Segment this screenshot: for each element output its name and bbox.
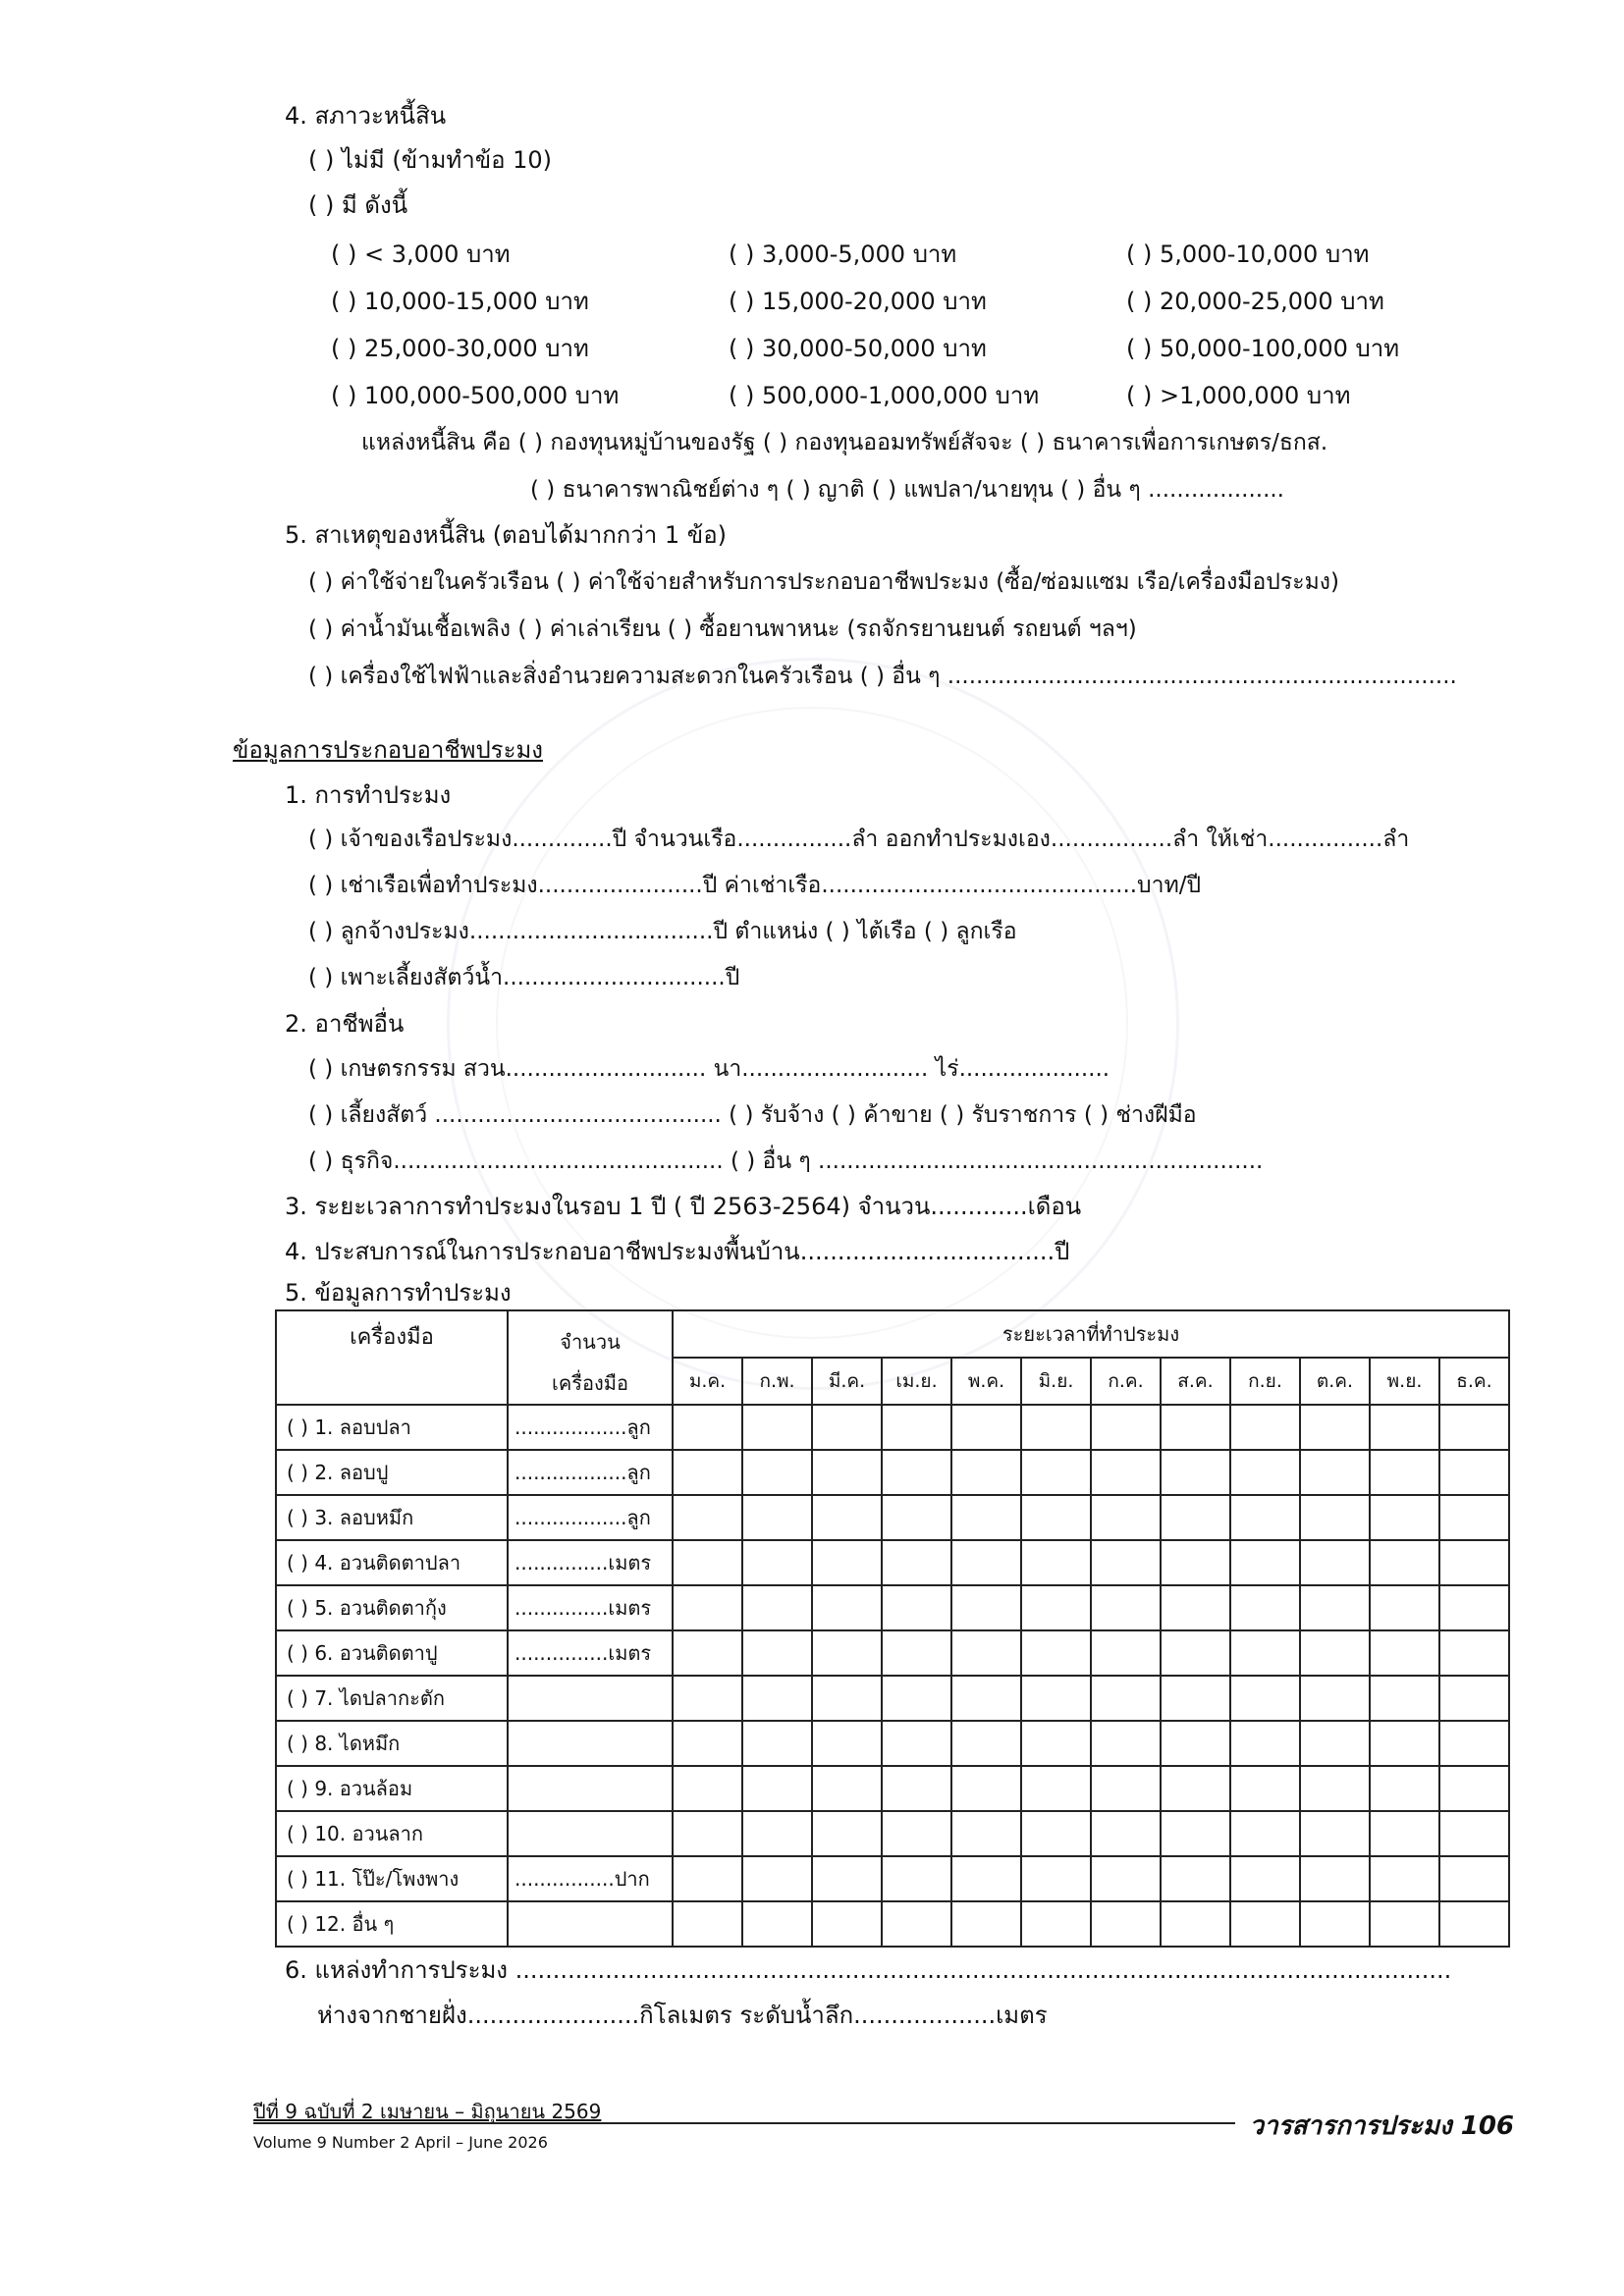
month-cell[interactable] — [1439, 1405, 1509, 1450]
footer-rule — [253, 2122, 1235, 2124]
month-cell[interactable] — [812, 1585, 882, 1630]
month-cell[interactable] — [951, 1630, 1021, 1676]
month-cell[interactable] — [1370, 1495, 1439, 1540]
footer-thai-issue: ปีที่ 9 ฉบับที่ 2 เมษายน – มิถุนายน 2569 — [253, 2100, 602, 2123]
month-header: เม.ย. — [882, 1358, 951, 1405]
month-cell[interactable] — [742, 1901, 812, 1947]
gear-count-cell[interactable]: ................ปาก — [508, 1856, 673, 1901]
fishing-q2: 2. อาชีพอื่น — [285, 1010, 405, 1038]
gear-name-cell[interactable]: ( ) 11. โป๊ะ/โพงพาง — [276, 1856, 508, 1901]
month-cell[interactable] — [1439, 1856, 1509, 1901]
month-cell[interactable] — [673, 1405, 742, 1450]
month-cell[interactable] — [1370, 1676, 1439, 1721]
month-cell[interactable] — [1161, 1585, 1230, 1630]
month-cell[interactable] — [742, 1495, 812, 1540]
gear-name-cell[interactable]: ( ) 1. ลอบปลา — [276, 1405, 508, 1450]
table-row — [276, 1630, 1509, 1676]
table-row — [276, 1405, 1509, 1450]
month-cell[interactable] — [1091, 1540, 1161, 1585]
month-cell[interactable] — [742, 1405, 812, 1450]
month-cell[interactable] — [882, 1585, 951, 1630]
month-cell[interactable] — [673, 1450, 742, 1495]
debt-range-option[interactable]: ( ) 3,000-5,000 บาท — [729, 240, 957, 268]
month-cell[interactable] — [1300, 1901, 1370, 1947]
month-cell[interactable] — [812, 1856, 882, 1901]
gear-name-cell[interactable]: ( ) 6. อวนติดตาปู — [276, 1630, 508, 1676]
month-cell[interactable] — [882, 1901, 951, 1947]
gear-name-cell[interactable]: ( ) 3. ลอบหมึก — [276, 1495, 508, 1540]
month-cell[interactable] — [882, 1630, 951, 1676]
month-cell[interactable] — [1300, 1676, 1370, 1721]
debt-range-option[interactable]: ( ) 30,000-50,000 บาท — [729, 335, 987, 362]
month-cell[interactable] — [1439, 1585, 1509, 1630]
month-cell[interactable] — [673, 1721, 742, 1766]
month-cell[interactable] — [1161, 1495, 1230, 1540]
month-cell[interactable] — [812, 1676, 882, 1721]
gear-count-cell[interactable] — [508, 1901, 673, 1947]
month-cell[interactable] — [673, 1630, 742, 1676]
month-header: พ.ย. — [1370, 1358, 1439, 1405]
month-cell[interactable] — [882, 1811, 951, 1856]
month-cell[interactable] — [1091, 1721, 1161, 1766]
month-cell[interactable] — [1300, 1856, 1370, 1901]
month-cell[interactable] — [1021, 1540, 1091, 1585]
month-cell[interactable] — [1161, 1676, 1230, 1721]
month-cell[interactable] — [1021, 1811, 1091, 1856]
header-tool: เครื่องมือ — [276, 1310, 508, 1405]
gear-name-cell[interactable]: ( ) 8. ไดหมึก — [276, 1721, 508, 1766]
month-cell[interactable] — [1161, 1630, 1230, 1676]
month-cell[interactable] — [1230, 1540, 1300, 1585]
month-cell[interactable] — [1230, 1630, 1300, 1676]
month-cell[interactable] — [1091, 1901, 1161, 1947]
debt-range-option[interactable]: ( ) 20,000-25,000 บาท — [1126, 288, 1384, 315]
gear-name-cell[interactable]: ( ) 2. ลอบปู — [276, 1450, 508, 1495]
month-cell[interactable] — [742, 1811, 812, 1856]
month-cell[interactable] — [1021, 1495, 1091, 1540]
month-cell[interactable] — [882, 1676, 951, 1721]
month-cell[interactable] — [1370, 1540, 1439, 1585]
month-header: ม.ค. — [673, 1358, 742, 1405]
month-cell[interactable] — [1439, 1811, 1509, 1856]
cause-heading: 5. สาเหตุของหนี้สิน (ตอบได้มากกว่า 1 ข้อ) — [285, 521, 727, 549]
table-row — [276, 1585, 1509, 1630]
month-cell[interactable] — [882, 1766, 951, 1811]
month-cell[interactable] — [1091, 1811, 1161, 1856]
month-cell[interactable] — [1370, 1856, 1439, 1901]
gear-count-cell[interactable]: ..................ลูก — [508, 1495, 673, 1540]
debt-range-option[interactable]: ( ) 5,000-10,000 บาท — [1126, 240, 1370, 268]
month-cell[interactable] — [1370, 1585, 1439, 1630]
month-cell[interactable] — [1230, 1495, 1300, 1540]
month-header: มิ.ย. — [1021, 1358, 1091, 1405]
fishing-q2-business[interactable]: ( ) ธุรกิจ.............................................. ( ) อื่น ๆ .............................................................. — [308, 1148, 1264, 1174]
month-cell[interactable] — [1300, 1766, 1370, 1811]
month-cell[interactable] — [1161, 1721, 1230, 1766]
month-cell[interactable] — [673, 1856, 742, 1901]
gear-name-cell[interactable]: ( ) 5. อวนติดตากุ้ง — [276, 1585, 508, 1630]
gear-name-cell[interactable]: ( ) 10. อวนลาก — [276, 1811, 508, 1856]
month-cell[interactable] — [742, 1450, 812, 1495]
month-cell[interactable] — [1021, 1676, 1091, 1721]
gear-name-cell[interactable]: ( ) 4. อวนติดตาปลา — [276, 1540, 508, 1585]
month-cell[interactable] — [673, 1585, 742, 1630]
debt-has-option[interactable]: ( ) มี ดังนี้ — [308, 191, 408, 219]
month-cell[interactable] — [882, 1540, 951, 1585]
fishing-q1-owner[interactable]: ( ) เจ้าของเรือประมง..............ปี จำนวนเรือ................ลำ ออกทำประมงเอง.................ลำ ให้เช่า................ลำ — [308, 827, 1410, 852]
month-cell[interactable] — [1439, 1721, 1509, 1766]
month-cell[interactable] — [1300, 1630, 1370, 1676]
gear-count-cell[interactable]: ...............เมตร — [508, 1630, 673, 1676]
month-cell[interactable] — [1300, 1450, 1370, 1495]
debt-range-option[interactable]: ( ) < 3,000 บาท — [331, 240, 511, 268]
month-cell[interactable] — [812, 1405, 882, 1450]
month-cell[interactable] — [951, 1676, 1021, 1721]
month-cell[interactable] — [812, 1901, 882, 1947]
month-cell[interactable] — [1161, 1450, 1230, 1495]
debt-sources-line2[interactable]: ( ) ธนาคารพาณิชย์ต่าง ๆ ( ) ญาติ ( ) แพปลา/นายทุน ( ) อื่น ๆ ................... — [530, 477, 1284, 503]
table-row — [276, 1495, 1509, 1540]
fishing-section-title: ข้อมูลการประกอบอาชีพประมง — [233, 736, 543, 764]
debt-range-option[interactable]: ( ) 100,000-500,000 บาท — [331, 382, 620, 409]
month-cell[interactable] — [1021, 1630, 1091, 1676]
month-cell[interactable] — [1439, 1766, 1509, 1811]
month-cell[interactable] — [1439, 1450, 1509, 1495]
footer-english-issue: Volume 9 Number 2 April – June 2026 — [253, 2133, 548, 2152]
fishing-q1-rent[interactable]: ( ) เช่าเรือเพื่อทำประมง.......................ปี ค่าเช่าเรือ............................................บาท/ปี — [308, 873, 1202, 898]
month-cell[interactable] — [812, 1540, 882, 1585]
month-cell[interactable] — [812, 1630, 882, 1676]
month-cell[interactable] — [1439, 1495, 1509, 1540]
month-cell[interactable] — [1230, 1585, 1300, 1630]
month-cell[interactable] — [1370, 1901, 1439, 1947]
debt-range-option[interactable]: ( ) 25,000-30,000 บาท — [331, 335, 589, 362]
debt-range-option[interactable]: ( ) 500,000-1,000,000 บาท — [729, 382, 1040, 409]
month-cell[interactable] — [1370, 1811, 1439, 1856]
table-row — [276, 1811, 1509, 1856]
month-cell[interactable] — [1300, 1585, 1370, 1630]
month-cell[interactable] — [951, 1811, 1021, 1856]
fishing-q2-livestock[interactable]: ( ) เลี้ยงสัตว์ ........................................ ( ) รับจ้าง ( ) ค้าขาย ( ) รับราชการ ( ) ช่างฝีมือ — [308, 1102, 1197, 1128]
month-header: ธ.ค. — [1439, 1358, 1509, 1405]
cause-line2[interactable]: ( ) ค่าน้ำมันเชื้อเพลิง ( ) ค่าเล่าเรียน ( ) ซื้อยานพาหนะ (รถจักรยานยนต์ รถยนต์ ฯลฯ) — [308, 616, 1137, 642]
month-cell[interactable] — [812, 1721, 882, 1766]
gear-count-cell[interactable] — [508, 1721, 673, 1766]
month-header: ก.พ. — [742, 1358, 812, 1405]
month-cell[interactable] — [951, 1585, 1021, 1630]
month-cell[interactable] — [742, 1856, 812, 1901]
fishing-q5: 5. ข้อมูลการทำประมง — [285, 1279, 512, 1307]
month-cell[interactable] — [951, 1450, 1021, 1495]
header-count-line2: เครื่องมือ — [552, 1371, 628, 1395]
gear-name-cell[interactable]: ( ) 7. ไดปลากะตัก — [276, 1676, 508, 1721]
month-cell[interactable] — [1439, 1540, 1509, 1585]
month-cell[interactable] — [951, 1901, 1021, 1947]
month-cell[interactable] — [1021, 1405, 1091, 1450]
month-cell[interactable] — [882, 1450, 951, 1495]
month-cell[interactable] — [1370, 1450, 1439, 1495]
table-row — [276, 1856, 1509, 1901]
month-cell[interactable] — [1439, 1676, 1509, 1721]
month-cell[interactable] — [1021, 1450, 1091, 1495]
fishing-q1-employee[interactable]: ( ) ลูกจ้างประมง..................................ปี ตำแหน่ง ( ) ไต้เรือ ( ) ลูกเรือ — [308, 919, 1017, 944]
table-body — [276, 1405, 1509, 1947]
month-cell[interactable] — [1370, 1766, 1439, 1811]
month-cell[interactable] — [1370, 1630, 1439, 1676]
fishing-q3[interactable]: 3. ระยะเวลาการทำประมงในรอบ 1 ปี ( ปี 2563-2564) จำนวน.............เดือน — [285, 1193, 1082, 1220]
fishing-q6[interactable]: 6. แหล่งทำการประมง ............................................................................................................................. — [285, 1956, 1452, 1984]
month-cell[interactable] — [1091, 1405, 1161, 1450]
month-cell[interactable] — [1161, 1766, 1230, 1811]
footer-journal-name: วารสารการประมง 106 — [1249, 2111, 1514, 2141]
month-cell[interactable] — [1230, 1811, 1300, 1856]
month-cell[interactable] — [951, 1495, 1021, 1540]
month-cell[interactable] — [1370, 1721, 1439, 1766]
gear-name-cell[interactable]: ( ) 12. อื่น ๆ — [276, 1901, 508, 1947]
debt-range-option[interactable]: ( ) 15,000-20,000 บาท — [729, 288, 987, 315]
month-cell[interactable] — [1021, 1766, 1091, 1811]
month-cell[interactable] — [812, 1450, 882, 1495]
gear-count-cell[interactable]: ...............เมตร — [508, 1585, 673, 1630]
month-cell[interactable] — [951, 1766, 1021, 1811]
month-cell[interactable] — [1091, 1630, 1161, 1676]
month-cell[interactable] — [1161, 1405, 1230, 1450]
table-row — [276, 1766, 1509, 1811]
month-cell[interactable] — [742, 1721, 812, 1766]
fishing-q1: 1. การทำประมง — [285, 781, 452, 809]
fishing-q6-distance[interactable]: ห่างจากชายฝั่ง.......................กิโลเมตร ระดับน้ำลึก...................เมตร — [317, 2002, 1048, 2029]
month-cell[interactable] — [1021, 1721, 1091, 1766]
month-cell[interactable] — [742, 1630, 812, 1676]
month-cell[interactable] — [1300, 1721, 1370, 1766]
month-cell[interactable] — [951, 1540, 1021, 1585]
debt-range-option[interactable]: ( ) >1,000,000 บาท — [1126, 382, 1351, 409]
month-cell[interactable] — [812, 1495, 882, 1540]
table-row — [276, 1450, 1509, 1495]
month-cell[interactable] — [1091, 1585, 1161, 1630]
month-cell[interactable] — [1300, 1405, 1370, 1450]
month-cell[interactable] — [1230, 1450, 1300, 1495]
month-header: ต.ค. — [1300, 1358, 1370, 1405]
month-cell[interactable] — [1370, 1405, 1439, 1450]
month-cell[interactable] — [1161, 1540, 1230, 1585]
debt-range-option[interactable]: ( ) 50,000-100,000 บาท — [1126, 335, 1400, 362]
month-cell[interactable] — [1439, 1901, 1509, 1947]
month-header: มี.ค. — [812, 1358, 882, 1405]
month-cell[interactable] — [742, 1766, 812, 1811]
month-cell[interactable] — [882, 1856, 951, 1901]
debt-heading: 4. สภาวะหนี้สิน — [285, 102, 447, 130]
fishing-q4[interactable]: 4. ประสบการณ์ในการประกอบอาชีพประมงพื้นบ้าน..................................ปี — [285, 1238, 1070, 1265]
month-cell[interactable] — [742, 1676, 812, 1721]
gear-count-cell[interactable] — [508, 1766, 673, 1811]
table-row — [276, 1540, 1509, 1585]
month-cell[interactable] — [1230, 1405, 1300, 1450]
month-cell[interactable] — [673, 1540, 742, 1585]
header-count — [508, 1310, 673, 1405]
month-header: ก.ย. — [1230, 1358, 1300, 1405]
month-cell[interactable] — [882, 1721, 951, 1766]
table-row — [276, 1721, 1509, 1766]
month-header: ส.ค. — [1161, 1358, 1230, 1405]
month-cell[interactable] — [882, 1405, 951, 1450]
month-cell[interactable] — [1161, 1811, 1230, 1856]
debt-range-option[interactable]: ( ) 10,000-15,000 บาท — [331, 288, 589, 315]
month-cell[interactable] — [742, 1540, 812, 1585]
debt-sources-line1[interactable]: แหล่งหนี้สิน คือ ( ) กองทุนหมู่บ้านของรัฐ ( ) กองทุนออมทรัพย์สัจจะ ( ) ธนาคารเพื่อการเกษตร/ธกส. — [361, 430, 1328, 455]
table-row — [276, 1901, 1509, 1947]
cause-line3[interactable]: ( ) เครื่องใช้ไฟฟ้าและสิ่งอำนวยความสะดวกในครัวเรือน ( ) อื่น ๆ ....................................................................... — [308, 664, 1457, 689]
month-cell[interactable] — [673, 1766, 742, 1811]
month-cell[interactable] — [951, 1856, 1021, 1901]
month-cell[interactable] — [1300, 1811, 1370, 1856]
month-cell[interactable] — [1091, 1856, 1161, 1901]
fishing-gear-table — [275, 1309, 1510, 1948]
gear-name-cell[interactable]: ( ) 9. อวนล้อม — [276, 1766, 508, 1811]
month-cell[interactable] — [812, 1766, 882, 1811]
debt-none-option[interactable]: ( ) ไม่มี (ข้ามทำข้อ 10) — [308, 146, 553, 174]
month-cell[interactable] — [1091, 1766, 1161, 1811]
month-cell[interactable] — [673, 1676, 742, 1721]
fishing-q2-agri[interactable]: ( ) เกษตรกรรม สวน............................ นา.......................... ไร่..................... — [308, 1056, 1110, 1082]
fishing-q1-aquaculture[interactable]: ( ) เพาะเลี้ยงสัตว์น้ำ...............................ปี — [308, 965, 740, 990]
month-header: พ.ค. — [951, 1358, 1021, 1405]
month-cell[interactable] — [1161, 1856, 1230, 1901]
month-cell[interactable] — [1230, 1901, 1300, 1947]
month-cell[interactable] — [1091, 1450, 1161, 1495]
gear-count-cell[interactable] — [508, 1811, 673, 1856]
month-cell[interactable] — [1230, 1766, 1300, 1811]
month-cell[interactable] — [742, 1585, 812, 1630]
month-cell[interactable] — [1230, 1721, 1300, 1766]
month-cell[interactable] — [882, 1495, 951, 1540]
month-cell[interactable] — [673, 1811, 742, 1856]
month-header: ก.ค. — [1091, 1358, 1161, 1405]
header-period: ระยะเวลาที่ทำประมง — [673, 1310, 1509, 1358]
month-cell[interactable] — [951, 1721, 1021, 1766]
month-cell[interactable] — [1091, 1676, 1161, 1721]
month-cell[interactable] — [1091, 1495, 1161, 1540]
gear-count-cell[interactable]: ..................ลูก — [508, 1405, 673, 1450]
month-cell[interactable] — [1230, 1676, 1300, 1721]
gear-count-cell[interactable] — [508, 1676, 673, 1721]
month-cell[interactable] — [1439, 1630, 1509, 1676]
month-cell[interactable] — [1230, 1856, 1300, 1901]
gear-count-cell[interactable]: ..................ลูก — [508, 1450, 673, 1495]
month-cell[interactable] — [673, 1495, 742, 1540]
month-cell[interactable] — [812, 1811, 882, 1856]
table-row — [276, 1676, 1509, 1721]
month-cell[interactable] — [1300, 1540, 1370, 1585]
month-cell[interactable] — [951, 1405, 1021, 1450]
month-cell[interactable] — [1300, 1495, 1370, 1540]
month-cell[interactable] — [1021, 1585, 1091, 1630]
cause-line1[interactable]: ( ) ค่าใช้จ่ายในครัวเรือน ( ) ค่าใช้จ่ายสำหรับการประกอบอาชีพประมง (ซื้อ/ซ่อมแซม เรือ/เครื่องมือประมง) — [308, 569, 1339, 595]
month-cell[interactable] — [1161, 1901, 1230, 1947]
month-cell[interactable] — [1021, 1856, 1091, 1901]
header-count-line1: จำนวน — [560, 1330, 621, 1354]
month-cell[interactable] — [673, 1901, 742, 1947]
gear-count-cell[interactable]: ...............เมตร — [508, 1540, 673, 1585]
month-cell[interactable] — [1021, 1901, 1091, 1947]
